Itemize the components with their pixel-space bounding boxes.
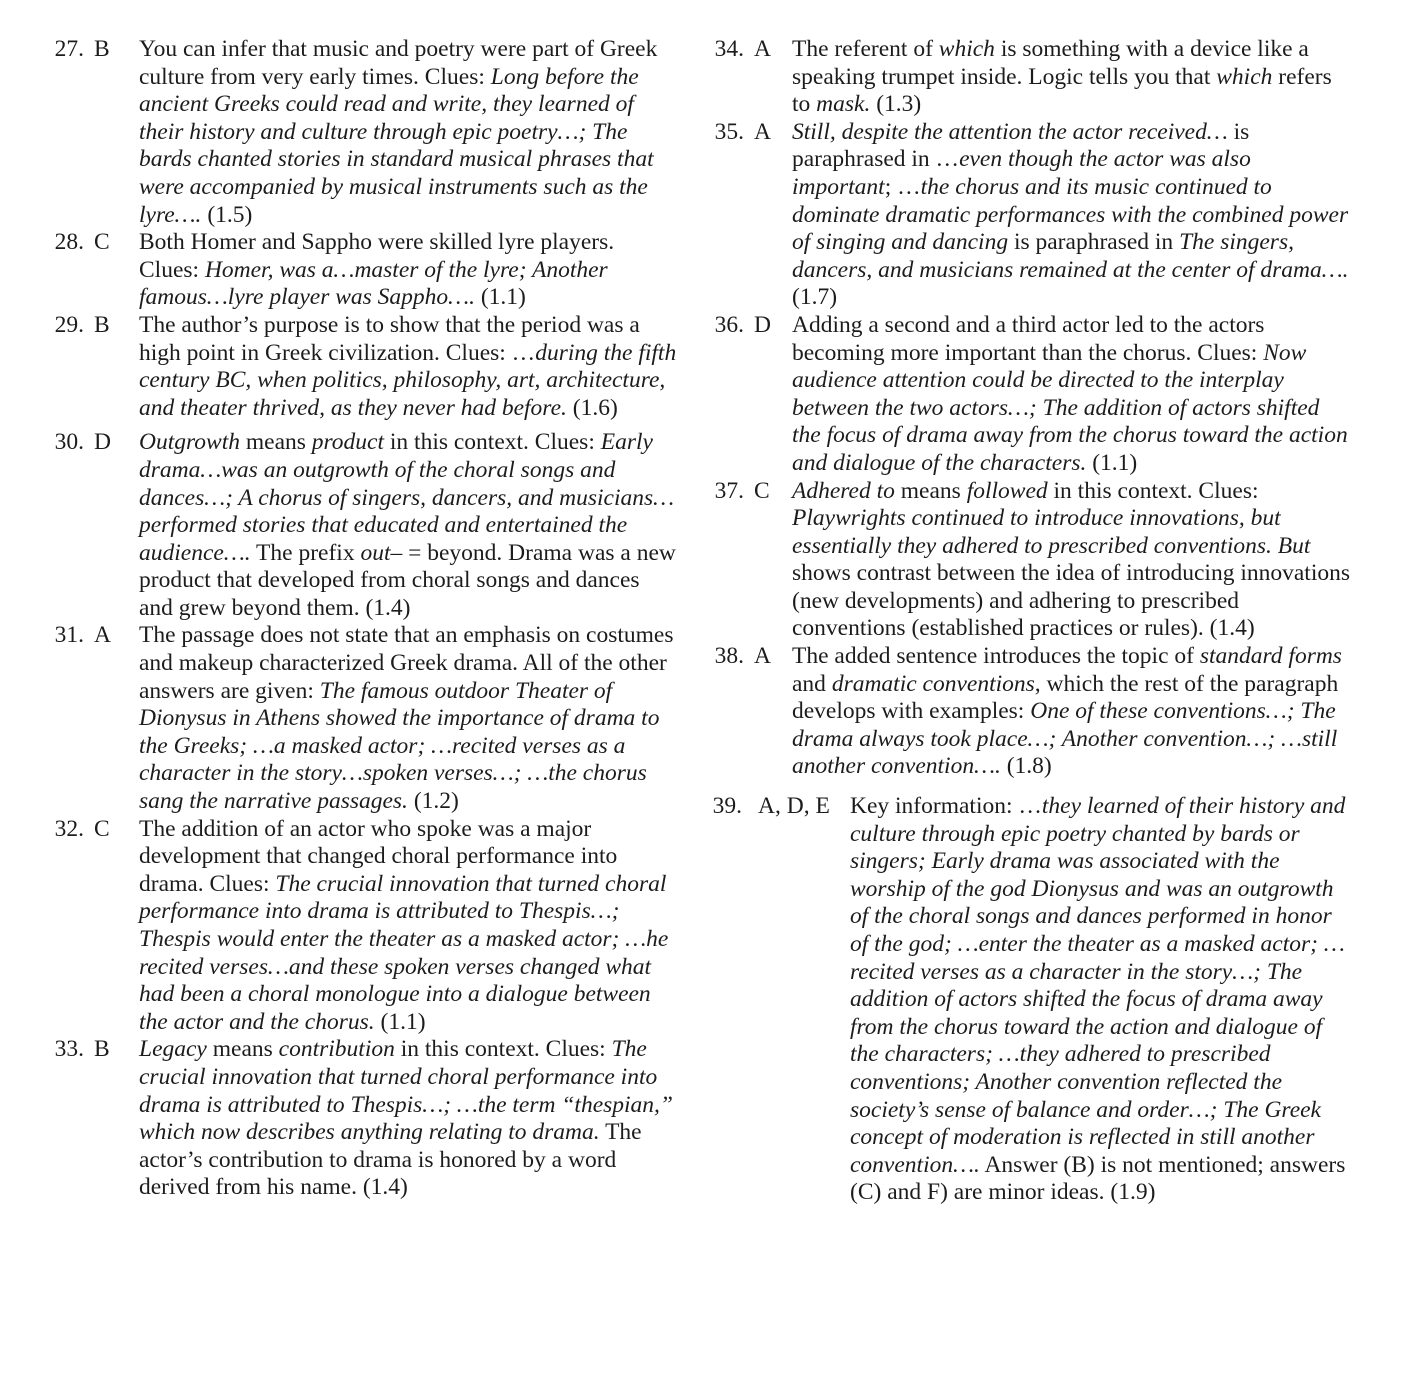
question-number: 39. [712, 793, 742, 820]
answer-letter: C [754, 477, 770, 504]
explanation-text: The passage does not state that an emphasis on costumes and makeup characterized Greek drama. All of the other answers are given: The famous outdoor Theater of Dionysus in Athens showed the importance of drama to the Greeks; …a masked actor; …recited verses as a character in the story…spoken verses…; …the chorus sang the narrative passages. (1.2) [139, 622, 674, 815]
explanation-text: Still, despite the attention the actor received… is paraphrased in …even though the actor was also important; …the chorus and its music continued to dominate dramatic performances with the combined power of singing and dancing is paraphrased in The singers, dancers, and musicians remained at the center of drama…. (1.7) [792, 118, 1349, 311]
answer-letter: A [754, 643, 771, 670]
question-number: 33. [54, 1036, 84, 1063]
left-column [38, 36, 678, 1202]
answer-entry-31 [38, 622, 678, 815]
answer-entry-38 [698, 643, 1353, 781]
explanation-text: Key information: …they learned of their history and culture through epic poetry chanted by bards or singers; Early drama was associated with the worship of the god Dionysus and was an outgrowth of the choral songs and dances performed in honor of the god; …enter the theater as a masked actor; …recited verses as a character in the story…; The addition of actors shifted the focus of drama away from the chorus toward the action and dialogue of the characters; …they adhered to prescribed conventions; Another convention reflected the society’s sense of balance and order…; The Greek concept of moderation is reflected in still another convention…. Answer (B) is not mentioned; answers (C) and F) are minor ideas. (1.9) [850, 793, 1346, 1206]
question-number: 34. [714, 36, 744, 62]
explanation-text: Adhered to means followed in this context. Clues: Playwrights continued to introduce innovations, but essentially they adhered to prescribed conventions. But shows contrast between the idea of introducing innovations (new developments) and adhering to prescribed conventions (established practices or rules). (1.4) [792, 477, 1350, 642]
answer-letter: B [94, 36, 110, 62]
answer-letter: A, D, E [758, 793, 830, 820]
answer-entry-27 [38, 36, 678, 229]
answer-entry-34 [698, 36, 1353, 119]
explanation-text: The addition of an actor who spoke was a major development that changed choral performance into drama. Clues: The crucial innovation that turned choral performance into drama is attributed to Thespis…; Thespis would enter the theater as a masked actor; …he recited verses…and these spoken verses changed what had been a choral monologue into a dialogue between the actor and the chorus. (1.1) [139, 815, 669, 1035]
explanation-text: The author’s purpose is to show that the period was a high point in Greek civilization. Clues: …during the fifth century BC, when politics, philosophy, art, architecture, and theater thrived, as they never had before. (1.6) [139, 311, 677, 421]
question-number: 27. [54, 36, 84, 62]
question-number: 37. [714, 477, 744, 504]
explanation-text: You can infer that music and poetry were part of Greek culture from very early times. Clues: Long before the ancient Greeks could read and write, they learned of their history and culture through epic poetry…; The bards chanted stories in standard musical phrases that were accompanied by musical instruments such as the lyre…. (1.5) [139, 36, 658, 228]
answer-letter: B [94, 1036, 110, 1063]
answer-letter: D [94, 429, 111, 456]
answer-letter: B [94, 311, 110, 338]
answer-entry-29 [38, 312, 678, 422]
explanation-text: The added sentence introduces the topic of standard forms and dramatic conventions, which the rest of the paragraph develops with examples: One of these conventions…; The drama always took place…; Another convention…; …still another convention…. (1.8) [792, 643, 1342, 780]
explanation-text: Outgrowth means product in this context. Clues: Early drama…was an outgrowth of the choral songs and dances…; A chorus of singers, dancers, and musicians…performed stories that educated and entertained the audience…. The prefix out– = beyond. Drama was a new product that developed from choral songs and dances and grew beyond them. (1.4) [139, 429, 676, 621]
answer-letter: A [754, 118, 771, 145]
right-column [698, 36, 1353, 1207]
answer-letter: A [94, 622, 111, 649]
question-number: 29. [54, 311, 84, 338]
question-number: 38. [714, 643, 744, 670]
answer-entry-33 [38, 1036, 678, 1202]
answer-entry-37 [698, 478, 1353, 644]
answer-letter: A [754, 36, 771, 62]
question-number: 36. [714, 311, 744, 338]
explanation-text: Adding a second and a third actor led to the actors becoming more important than the chorus. Clues: Now audience attention could be directed to the interplay between the two actors…; The addition of actors shifted the focus of drama away from the chorus toward the action and dialogue of the characters. (1.1) [792, 311, 1348, 476]
question-number: 28. [54, 229, 84, 256]
answer-entry-28 [38, 229, 678, 312]
answer-letter: C [94, 815, 110, 842]
answer-letter: D [754, 311, 771, 338]
answer-entry-35 [698, 119, 1353, 312]
explanation-text: Legacy means contribution in this context. Clues: The crucial innovation that turned choral performance into drama is attributed to Thespis…; …the term “thespian,” which now describes anything relating to drama. The actor’s contribution to drama is honored by a word derived from his name. (1.4) [139, 1036, 674, 1201]
question-number: 30. [54, 429, 84, 456]
answer-entry-30 [38, 429, 678, 622]
answer-letter: C [94, 229, 110, 256]
question-number: 35. [714, 118, 744, 145]
answer-entry-36 [698, 312, 1353, 478]
explanation-text: Both Homer and Sappho were skilled lyre players. Clues: Homer, was a…master of the lyre; Another famous…lyre player was Sappho…. (1.1) [139, 229, 615, 311]
answer-entry-32 [38, 816, 678, 1037]
answer-entry-39 [698, 793, 1353, 1207]
question-number: 31. [54, 622, 84, 649]
question-number: 32. [54, 815, 84, 842]
explanation-text: The referent of which is something with a device like a speaking trumpet inside. Logic tells you that which refers to mask. (1.3) [792, 36, 1332, 118]
